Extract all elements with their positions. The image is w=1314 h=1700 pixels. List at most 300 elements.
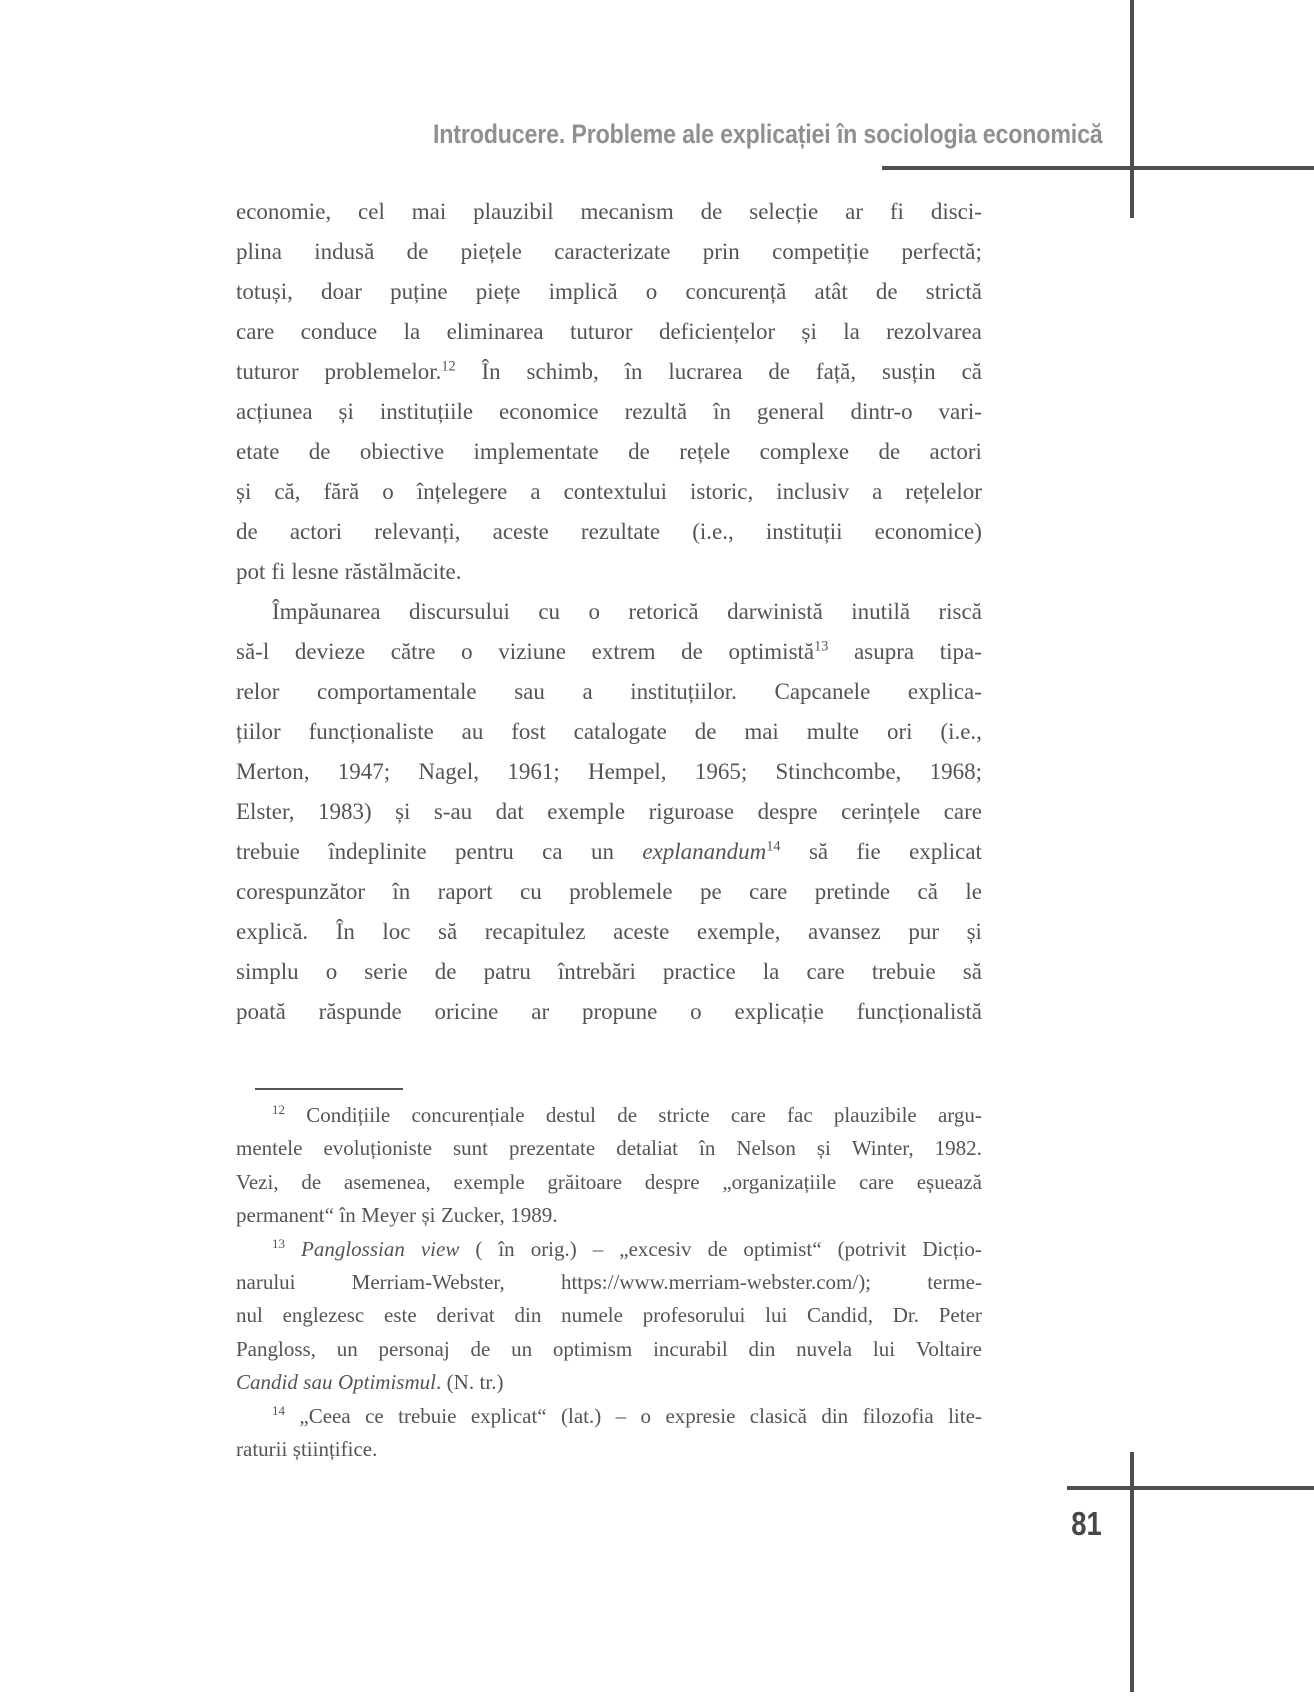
body-paragraph (236, 192, 982, 592)
word: piețe (475, 279, 521, 304)
word: numele (561, 1303, 623, 1328)
word: argu- (937, 1103, 982, 1127)
word: disci- (930, 199, 982, 224)
word: optimism (552, 1336, 633, 1361)
word: narului (236, 1269, 296, 1294)
running-head-rule (882, 166, 1314, 170)
word: serie (364, 959, 408, 984)
word: aceste (492, 519, 549, 544)
word: contextului (563, 479, 668, 504)
word: economice) (874, 519, 982, 544)
word: pretinde (814, 879, 891, 904)
word: exemple, (696, 919, 781, 944)
word: (i.e., (940, 719, 982, 744)
word: oricine (434, 999, 499, 1024)
word: clasică (749, 1403, 807, 1428)
footer-rule (1067, 1486, 1314, 1490)
word: explicat (909, 839, 982, 864)
word: În (481, 359, 501, 384)
word: conduce (300, 319, 378, 344)
word: de (617, 1103, 638, 1127)
word: înțelegere (416, 479, 508, 504)
word: 14 (272, 1402, 286, 1418)
word: să (438, 919, 458, 944)
text-line (236, 712, 982, 752)
word: „excesiv (619, 1236, 692, 1261)
text-line (236, 792, 982, 832)
word: corespunzător (236, 879, 365, 904)
word: ori (886, 719, 913, 744)
page-number: 81 (1071, 1505, 1102, 1542)
word: propune (581, 999, 658, 1024)
word: rezultate (580, 519, 661, 544)
word: deficiențelor (658, 319, 776, 344)
word: funcționalistă (856, 999, 982, 1024)
word: istoric, (690, 479, 754, 504)
word: și (801, 319, 817, 344)
word: către (390, 639, 436, 664)
word: tr.) (479, 1370, 504, 1395)
word: fac (787, 1103, 813, 1127)
word: competiție (772, 239, 870, 264)
word: și (816, 1136, 831, 1161)
word: loc (382, 919, 411, 944)
word: fără (323, 479, 360, 504)
word: dintr-o (850, 399, 913, 424)
word: mecanism (580, 199, 674, 224)
word: rețele (679, 439, 731, 464)
text-line (236, 1433, 982, 1466)
word: le (965, 879, 982, 904)
text-line (236, 512, 982, 552)
word: rezolvarea (886, 319, 982, 344)
footnote (236, 1099, 982, 1233)
word: extrem (591, 639, 656, 664)
word: ar (531, 999, 550, 1024)
word: optimist“ (743, 1236, 822, 1261)
word: 1968; (929, 759, 982, 784)
word: de (434, 959, 457, 984)
word: o (640, 1403, 652, 1428)
word: sunt (452, 1136, 488, 1161)
word: Merton, (236, 759, 310, 784)
word: „Ceea (299, 1403, 351, 1428)
word: răstălmăcite. (344, 559, 462, 584)
word: optimistă$^{13}$ (728, 638, 829, 664)
word: din (748, 1336, 776, 1361)
word: patru (483, 959, 531, 984)
word: rezultă (624, 399, 688, 424)
word: mai (411, 199, 447, 224)
word: „organizațiile (722, 1169, 837, 1194)
word: instituțiilor. (630, 679, 737, 704)
word: o (325, 959, 338, 984)
footnote (236, 1400, 982, 1467)
word: riguroase (648, 799, 735, 824)
word: care (859, 1169, 894, 1194)
word: Voltaire (915, 1336, 982, 1361)
word: personaj (378, 1336, 450, 1361)
word: de (878, 439, 901, 464)
word: eliminarea (446, 319, 544, 344)
text-line (236, 872, 982, 912)
word: general (756, 399, 825, 424)
word: tuturor (569, 319, 633, 344)
word: indusă (314, 239, 375, 264)
margin-rule-top-vertical (1130, 0, 1134, 218)
footnote-separator (255, 1088, 403, 1090)
word: actori (289, 519, 343, 544)
text-line (236, 832, 982, 872)
word: avansez (808, 919, 881, 944)
word: o (588, 599, 600, 624)
word: un (336, 1336, 358, 1361)
text-line (236, 952, 982, 992)
word: ar (845, 199, 863, 224)
word: totuși, (236, 279, 293, 304)
word: din (821, 1403, 849, 1428)
word: prin (702, 239, 740, 264)
word: în (713, 399, 731, 424)
word: pentru (455, 839, 514, 864)
word: perfectă; (901, 239, 982, 264)
word: evoluționiste (323, 1136, 432, 1161)
word: 1965; (694, 759, 748, 784)
word: cu (538, 599, 561, 624)
word: 12 (272, 1102, 286, 1117)
word: complexe (759, 439, 850, 464)
word: Candid (236, 1370, 298, 1395)
word: în (699, 1136, 716, 1161)
word: țiilor (236, 719, 281, 744)
word: din (514, 1303, 542, 1328)
word: s-au (433, 799, 473, 824)
word: viziune (498, 639, 566, 664)
word: au (461, 719, 484, 744)
word: sau (303, 1370, 333, 1395)
word: Dicțio- (922, 1236, 982, 1261)
word: a (530, 479, 541, 504)
word: în (624, 359, 643, 384)
word: îndeplinite (328, 839, 427, 864)
word: asemenea, (343, 1169, 431, 1194)
word: că (917, 879, 938, 904)
word: nuvela (796, 1336, 853, 1361)
word: recapitulez (484, 919, 586, 944)
word: cu (519, 879, 542, 904)
word: față, (815, 359, 857, 384)
word: Winter, (851, 1136, 914, 1161)
word: dat (495, 799, 524, 824)
footnote (236, 1233, 982, 1400)
word: exemple (547, 799, 626, 824)
word: care (806, 959, 845, 984)
word: – (592, 1236, 604, 1261)
word: raport (437, 879, 493, 904)
text-line (236, 1199, 982, 1232)
word: de (301, 1169, 322, 1194)
word: Stinchcombe, (775, 759, 902, 784)
word: poată (236, 999, 286, 1024)
word: despre (757, 799, 818, 824)
footnotes-section (236, 1099, 982, 1466)
word: economie, (236, 199, 332, 224)
word: asupra (854, 639, 915, 664)
word: economice (499, 399, 599, 424)
word: de (694, 719, 717, 744)
word: ce (365, 1403, 384, 1428)
body-paragraph (236, 592, 982, 1032)
word: a (582, 679, 593, 704)
running-head: Introducere. Probleme ale explicației în sociologia economică (433, 119, 1103, 149)
word: rețelelor (905, 479, 982, 504)
word: implică (548, 279, 618, 304)
word: la (843, 319, 860, 344)
word: de (681, 639, 703, 664)
word: o (461, 639, 473, 664)
word: view (420, 1236, 460, 1261)
word: Panglossian (301, 1236, 405, 1261)
text-line (236, 432, 982, 472)
word: 1961; (507, 759, 560, 784)
word: expresie (665, 1403, 736, 1428)
word: Peter (938, 1303, 982, 1328)
text-line (236, 312, 982, 352)
word: să (962, 959, 982, 984)
word: În (335, 919, 355, 944)
word: pot (236, 559, 266, 584)
word: ca (542, 839, 563, 864)
word: 13 (272, 1235, 286, 1251)
word: explanandum$^{14}$ (642, 838, 781, 864)
word: orig.) (530, 1236, 577, 1261)
word: detaliat (616, 1136, 679, 1161)
word: Zucker, (440, 1203, 505, 1228)
text-line (236, 1400, 982, 1433)
word: o (382, 479, 394, 504)
word: problemelor.$^{12}$ (324, 358, 456, 384)
word: selecție (749, 199, 819, 224)
word: – (615, 1403, 627, 1428)
word: explicație (734, 999, 824, 1024)
word: că (961, 359, 982, 384)
text-line (236, 232, 982, 272)
word: și (966, 919, 982, 944)
word: răspunde (318, 999, 402, 1024)
word: problemele (569, 879, 673, 904)
word: comportamentale (316, 679, 477, 704)
word: fost (511, 719, 546, 744)
word: o (690, 999, 702, 1024)
word: Nelson (736, 1136, 796, 1161)
text-line (236, 1299, 982, 1332)
text-line (236, 592, 982, 632)
word: care (943, 799, 982, 824)
text-line (236, 1233, 982, 1266)
word: lui (765, 1303, 788, 1328)
word: Optimismul. (337, 1370, 442, 1395)
word: de (406, 239, 429, 264)
text-line (236, 192, 982, 232)
word: despre (644, 1169, 700, 1194)
word: care (236, 319, 275, 344)
word: întrebări (557, 959, 636, 984)
word: Condițiile (306, 1103, 391, 1127)
text-line (236, 1099, 982, 1132)
word: englezesc (282, 1303, 365, 1328)
word: concurență (685, 279, 787, 304)
word: retorică (628, 599, 699, 624)
word: grăitoare (547, 1169, 623, 1194)
word: cel (358, 199, 385, 224)
word: de (470, 1336, 491, 1361)
text-line (236, 672, 982, 712)
word: tuturor (236, 359, 299, 384)
word: tipa- (939, 639, 982, 664)
word: inutilă (851, 599, 911, 624)
word: pe (699, 879, 722, 904)
word: terme- (927, 1269, 982, 1294)
word: instituții (765, 519, 843, 544)
word: strictă (925, 279, 982, 304)
word: de (768, 359, 791, 384)
text-line (236, 1132, 982, 1165)
word: și (421, 1203, 436, 1228)
word: https://www.merriam-webster.com/); (560, 1269, 872, 1294)
word: puține (390, 279, 448, 304)
word: multe (806, 719, 860, 744)
word: un (590, 839, 614, 864)
text-line (236, 392, 982, 432)
word: trebuie (398, 1403, 457, 1428)
word: că, (274, 479, 301, 504)
word: o (645, 279, 658, 304)
word: fie (856, 839, 881, 864)
word: Hempel, (587, 759, 667, 784)
word: (potrivit (837, 1236, 907, 1261)
word: 1989. (510, 1203, 558, 1228)
word: mentele (236, 1136, 303, 1161)
word: un (511, 1336, 533, 1361)
word: lucrarea (668, 359, 743, 384)
word: să-l (236, 639, 270, 664)
word: și (338, 399, 354, 424)
word: să (808, 839, 829, 864)
word: fi (889, 199, 904, 224)
word: în (498, 1236, 515, 1261)
word: Elster, (236, 799, 295, 824)
word: Nagel, (418, 759, 480, 784)
word: și (395, 799, 411, 824)
word: darwinistă (727, 599, 823, 624)
text-line (236, 1333, 982, 1366)
word: incurabil (653, 1336, 728, 1361)
word: etate (236, 439, 280, 464)
word: prezentate (508, 1136, 596, 1161)
word: concurențiale (411, 1103, 525, 1127)
word: trebuie (236, 839, 300, 864)
word: și (236, 479, 252, 504)
text-line (236, 552, 982, 592)
word: implementate (473, 439, 599, 464)
word: de (628, 439, 650, 464)
word: piețele (460, 239, 522, 264)
word: eșuează (916, 1169, 982, 1194)
word: acțiunea (236, 399, 313, 424)
word: nul (236, 1303, 263, 1328)
word: lite- (948, 1403, 982, 1428)
word: exemple (453, 1169, 525, 1194)
word: în (339, 1203, 356, 1228)
word: profesorului (642, 1303, 746, 1328)
text-line (236, 992, 982, 1032)
word: permanent“ (236, 1203, 334, 1228)
word: aceste (613, 919, 670, 944)
text-line (236, 1166, 982, 1199)
word: de (700, 199, 723, 224)
word: instituțiile (379, 399, 474, 424)
word: științifice. (292, 1436, 378, 1461)
word: derivat (436, 1303, 495, 1328)
word: a (872, 479, 883, 504)
word: pur (908, 919, 940, 944)
word: explicat“ (470, 1403, 547, 1428)
word: cerințele (841, 799, 921, 824)
word: discursului (408, 599, 510, 624)
word: mai (744, 719, 779, 744)
word: plauzibile (833, 1103, 917, 1127)
text-line (236, 912, 982, 952)
body-text-column (236, 192, 982, 1032)
word: caracterizate (554, 239, 671, 264)
word: filozofia (862, 1403, 934, 1428)
word: relevanți, (374, 519, 461, 544)
text-line (236, 1366, 982, 1399)
text-line (236, 472, 982, 512)
word: de (236, 519, 258, 544)
word: Împăunarea (272, 599, 381, 624)
word: plauzibil (473, 199, 554, 224)
word: lui (872, 1336, 896, 1361)
word: susțin (882, 359, 936, 384)
word: Pangloss, (236, 1336, 316, 1361)
word: (lat.) (561, 1403, 602, 1428)
word: de (707, 1236, 728, 1261)
word: explică. (236, 919, 309, 944)
text-line (236, 632, 982, 672)
word: plina (236, 239, 282, 264)
word: Vezi, (236, 1169, 279, 1194)
word: explica- (907, 679, 982, 704)
word: riscă (938, 599, 982, 624)
word: doar (321, 279, 362, 304)
text-line (236, 272, 982, 312)
word: ( (475, 1236, 483, 1261)
word: 1983) (317, 799, 372, 824)
word: lesne (291, 559, 339, 584)
word: care (749, 879, 788, 904)
word: funcționaliste (308, 719, 434, 744)
word: Candid, (807, 1303, 873, 1328)
word: care (730, 1103, 766, 1127)
word: (i.e., (692, 519, 734, 544)
word: devieze (294, 639, 366, 664)
word: Merriam-Webster, (351, 1269, 505, 1294)
word: obiective (359, 439, 445, 464)
word: la (762, 959, 780, 984)
word: atât (814, 279, 848, 304)
word: raturii (236, 1436, 288, 1461)
